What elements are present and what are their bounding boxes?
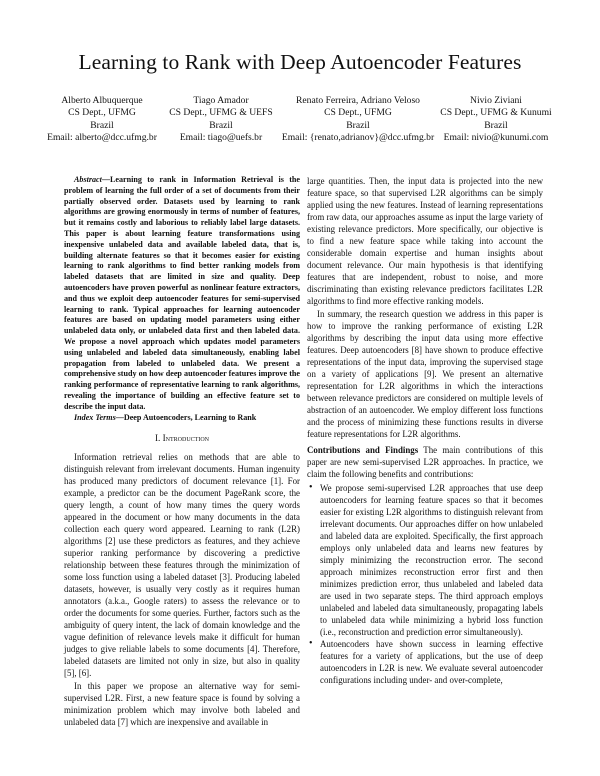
left-column (64, 175, 300, 728)
author-name: Tiago Amador (193, 95, 249, 106)
author-name: Nivio Ziviani (470, 95, 522, 106)
intro-paragraph-2: In this paper we propose an alternative way for semi-supervised L2R. First, a new feature space is found by solving a minimization problem which may involve both labeled and unlabeled data [7] which are inexpensive and available in (64, 681, 300, 728)
author-affiliation: CS Dept., UFMG & UEFS (169, 107, 273, 119)
contributions-label: Contributions and Findings (307, 445, 419, 455)
author-block-1 (47, 95, 157, 144)
author-name: Alberto Albuquerque (61, 95, 143, 106)
author-email: Email: {renato,adrianov}@dcc.ufmg.br (281, 131, 435, 143)
right-paragraph-2: In summary, the research question we address in this paper is how to improve the ranking performance of existing L2R algorithms by describing the input data using more effective features. Deep autoencoders [8] have shown to produce effective representations of the input data, improving the supervised stage on a variety of applications [9]. We present an alternative representation for L2R algorithms in which the interactions between relevance predictors are considered on multiple levels of abstraction of an autoencoder. We employ different loss functions and the process of minimizing these functions results in diverse feature representations for L2R algorithms. (307, 309, 543, 439)
abstract-label: Abstract (74, 175, 102, 184)
author-email: Email: nivio@kunumi.com (443, 131, 549, 143)
paper-title: Learning to Rank with Deep Autoencoder Features (78, 50, 522, 74)
right-column (307, 175, 543, 686)
author-block-4 (437, 95, 555, 144)
abstract-text: —Learning to rank in Information Retrieval is the problem of learning the full order of a set of documents from their partially observed order. Datasets used by learning to rank algorithms are growing enormously in terms of number of features, but it remains costly and laborious to reliably label large datasets. This paper is about learning feature transformations using inexpensive unlabeled data and available labeled data, that is, building alternate features so that it becomes easier for existing learning to rank algorithms to find better ranking models from labeled datasets that are limited in size and quality. Deep autoencoders have proven powerful as nonlinear feature extractors, and thus we exploit deep autoencoder features for semi-supervised learning to rank. Typical approaches for learning autoencoder features are based on updating model parameters using either unlabeled data only, or unlabeled data first and then labeled data. We propose a novel approach which updates model parameters using unlabeled and labeled data simultaneously, enabling label propagation from labeled to unlabeled data. We present a comprehensive study on how deep autoencoder features improve the ranking performance of representative learning to rank algorithms, revealing the importance of building an effective feature set to describe the input data. (64, 175, 300, 411)
author-email: Email: alberto@dcc.ufmg.br (47, 131, 157, 143)
author-country: Brazil (209, 119, 233, 131)
author-country: Brazil (90, 119, 114, 131)
contributions-text: The main contributions of this paper are new semi-supervised L2R approaches. In practice, we claim the following benefits and contributions: (307, 445, 544, 479)
bullet-icon: • (309, 482, 313, 493)
author-name: Renato Ferreira, Adriano Veloso (296, 95, 420, 106)
author-email: Email: tiago@uefs.br (179, 131, 263, 143)
author-country: Brazil (484, 119, 508, 131)
list-item-text: Autoencoders have shown success in learning effective features for a variety of applications, but the use of deep autoencoders in L2R is new. We evaluate several autoencoder configurations including under- and over-complete, (320, 639, 543, 685)
author-country: Brazil (346, 119, 370, 131)
list-item (309, 638, 543, 686)
index-terms (64, 413, 300, 424)
section-heading-introduction: I. Introduction (154, 433, 210, 444)
contributions-paragraph (307, 444, 543, 480)
author-affiliation: CS Dept., UFMG (324, 107, 392, 119)
author-block-2 (163, 95, 279, 144)
author-affiliation: CS Dept., UFMG & Kunumi (440, 107, 552, 119)
index-terms-text: —Deep Autoencoders, Learning to Rank (115, 412, 257, 422)
author-block-3 (278, 95, 438, 144)
list-item (309, 482, 543, 638)
list-item-text: We propose semi-supervised L2R approaches that use deep autoencoders for learning feature spaces so that it becomes easier for existing L2R algorithms to distinguish relevant from irrelevant documents. Our approaches differ on how unlabeled and labeled data are exploited. Specifically, the first approach employs only unlabeled data and learns new features by simply minimizing the reconstruction error. The second approach minimizes reconstruction error first and then minimizes prediction error, thus unlabeled and labeled data are used in two separate steps. The third approach employs unlabeled and labeled data simultaneously, propagating labels to unlabeled data while minimizing a hybrid loss function (i.e., reconstruction and prediction error simultaneously). (320, 483, 543, 637)
index-terms-label: Index Terms (74, 412, 116, 422)
abstract (64, 175, 300, 413)
right-paragraph-1: large quantities. Then, the input data is projected into the new feature space, so that supervised L2R algorithms can be simply applied using the new features. Instead of learning representations from raw data, our approaches assume as input the large variety of existing relevance predictors. More specifically, our objective is to find a new feature space while taking into account the considerable domain expertise and human insights about document relevance. Our main hypothesis is that identifying features that are independent, robust to noise, and more discriminating than existing relevance predictors facilitates L2R algorithms to find more effective ranking models. (307, 176, 543, 306)
author-affiliation: CS Dept., UFMG (68, 107, 136, 119)
contributions-list (307, 482, 543, 686)
bullet-icon: • (309, 638, 313, 649)
intro-paragraph-1: Information retrieval relies on methods that are able to distinguish relevant from irrelevant documents. Human ingenuity has produced many predictors of document relevance [1]. For example, a predictor can be the document PageRank score, the query length, a count of how many times the query words appeared in the document or how many documents in the data collection each query word appeared. Learning to rank (L2R) algorithms [2] use these predictors as features, and they achieve superior ranking performance by discovering a predictive relationship between these features through the minimization of some loss function using a labeled dataset [3]. Producing labeled datasets, however, is usually very costly as it requires human annotators (a.k.a., Google raters) to assess the relevance or to order the documents for some queries. Further, factors such as the ambiguity of query intent, the lack of domain knowledge and the vague definition of relevance levels make it difficult for human judges to give reliable labels to some documents [4]. Therefore, labeled datasets are limited not only in size, but also in quality [5], [6]. (64, 452, 300, 679)
